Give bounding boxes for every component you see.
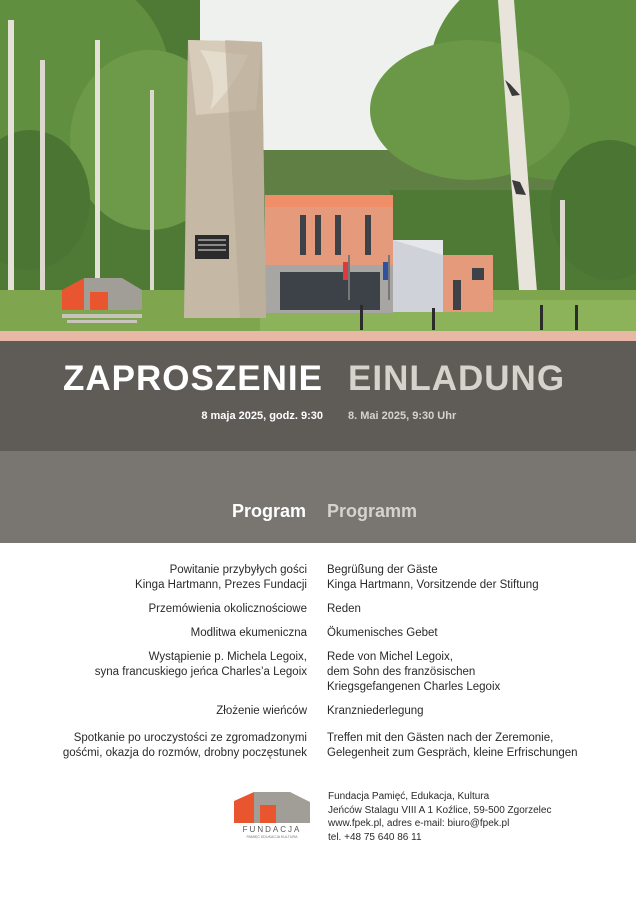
agenda-line: Kinga Hartmann, Vorsitzende der Stiftung: [327, 579, 539, 591]
agenda-line: Gelegenheit zum Gespräch, kleine Erfrischungen: [327, 747, 578, 759]
memorial-photo-illustration: [0, 0, 636, 335]
agenda-line: Modlitwa ekumeniczna: [190, 627, 307, 639]
agenda-item: [0, 602, 636, 617]
agenda-item: [0, 563, 636, 593]
agenda-item-polish: [0, 563, 307, 593]
date-german: 8. Mai 2025, 9:30 Uhr: [348, 410, 457, 422]
accent-stripe: [0, 331, 636, 341]
title-german: EINLADUNG: [348, 359, 566, 398]
agenda-item-german: [327, 731, 627, 761]
agenda-item-german: [327, 563, 627, 593]
logo-name: FUNDACJA: [242, 825, 302, 834]
agenda-list: [0, 563, 636, 770]
agenda-item-german: [327, 650, 627, 695]
agenda-line: Rede von Michel Legoix,: [327, 651, 453, 663]
agenda-item-german: [327, 704, 627, 719]
title-polish: ZAPROSZENIE: [63, 359, 323, 398]
agenda-item-polish: [0, 650, 307, 695]
contact-block: [328, 790, 551, 844]
agenda-line: Wystąpienie p. Michela Legoix,: [148, 651, 307, 663]
agenda-line: Kinga Hartmann, Prezes Fundacji: [135, 579, 307, 591]
agenda-line: Reden: [327, 603, 361, 615]
foundation-logo: [232, 789, 312, 839]
agenda-line: Powitanie przybyłych gości: [169, 564, 307, 576]
agenda-line: Treffen mit den Gästen nach der Zeremonie,: [327, 732, 554, 744]
contact-web-email: www.fpek.pl, adres e-mail: biuro@fpek.pl: [328, 818, 510, 829]
foundation-logo-overlay: [62, 278, 142, 323]
agenda-line: gośćmi, okazja do rozmów, drobny poczęstunek: [62, 747, 307, 759]
agenda-line: Begrüßung der Gäste: [327, 564, 438, 576]
agenda-line: Złożenie wieńców: [216, 705, 307, 717]
agenda-item-polish: [0, 602, 307, 617]
agenda-line: Kranzniederlegung: [327, 705, 424, 717]
agenda-item: [0, 731, 636, 761]
agenda-item: [0, 626, 636, 641]
program-band: [0, 451, 636, 543]
program-heading-german: Programm: [327, 501, 418, 521]
agenda-line: Spotkanie po uroczystości ze zgromadzonymi: [73, 732, 307, 744]
agenda-item-polish: [0, 731, 307, 761]
agenda-line: Kriegsgefangenen Charles Legoix: [327, 681, 501, 693]
agenda-item: [0, 704, 636, 719]
agenda-line: Ökumenisches Gebet: [327, 627, 438, 639]
agenda-line: Przemówienia okolicznościowe: [148, 603, 307, 615]
agenda-item-german: [327, 626, 627, 641]
logo-tagline: PAMIĘĆ EDUKACJA KULTURA: [246, 835, 298, 839]
agenda-line: dem Sohn des französischen: [327, 666, 476, 678]
foundation-logo-icon: [232, 789, 312, 839]
contact-address: Jeńców Stalagu VIII A 1 Koźlice, 59-500 Zgorzelec: [328, 804, 552, 816]
header-photo: [0, 0, 636, 335]
agenda-item: [0, 650, 636, 695]
contact-organization: Fundacja Pamięć, Edukacja, Kultura: [328, 791, 490, 802]
agenda-item-polish: [0, 626, 307, 641]
contact-phone: tel. +48 75 640 86 11: [328, 831, 422, 843]
program-heading-polish: Program: [231, 501, 306, 521]
agenda-item-polish: [0, 704, 307, 719]
agenda-line: syna francuskiego jeńca Charles’a Legoix: [94, 666, 307, 678]
date-polish: 8 maja 2025, godz. 9:30: [201, 410, 323, 422]
agenda-item-german: [327, 602, 627, 617]
